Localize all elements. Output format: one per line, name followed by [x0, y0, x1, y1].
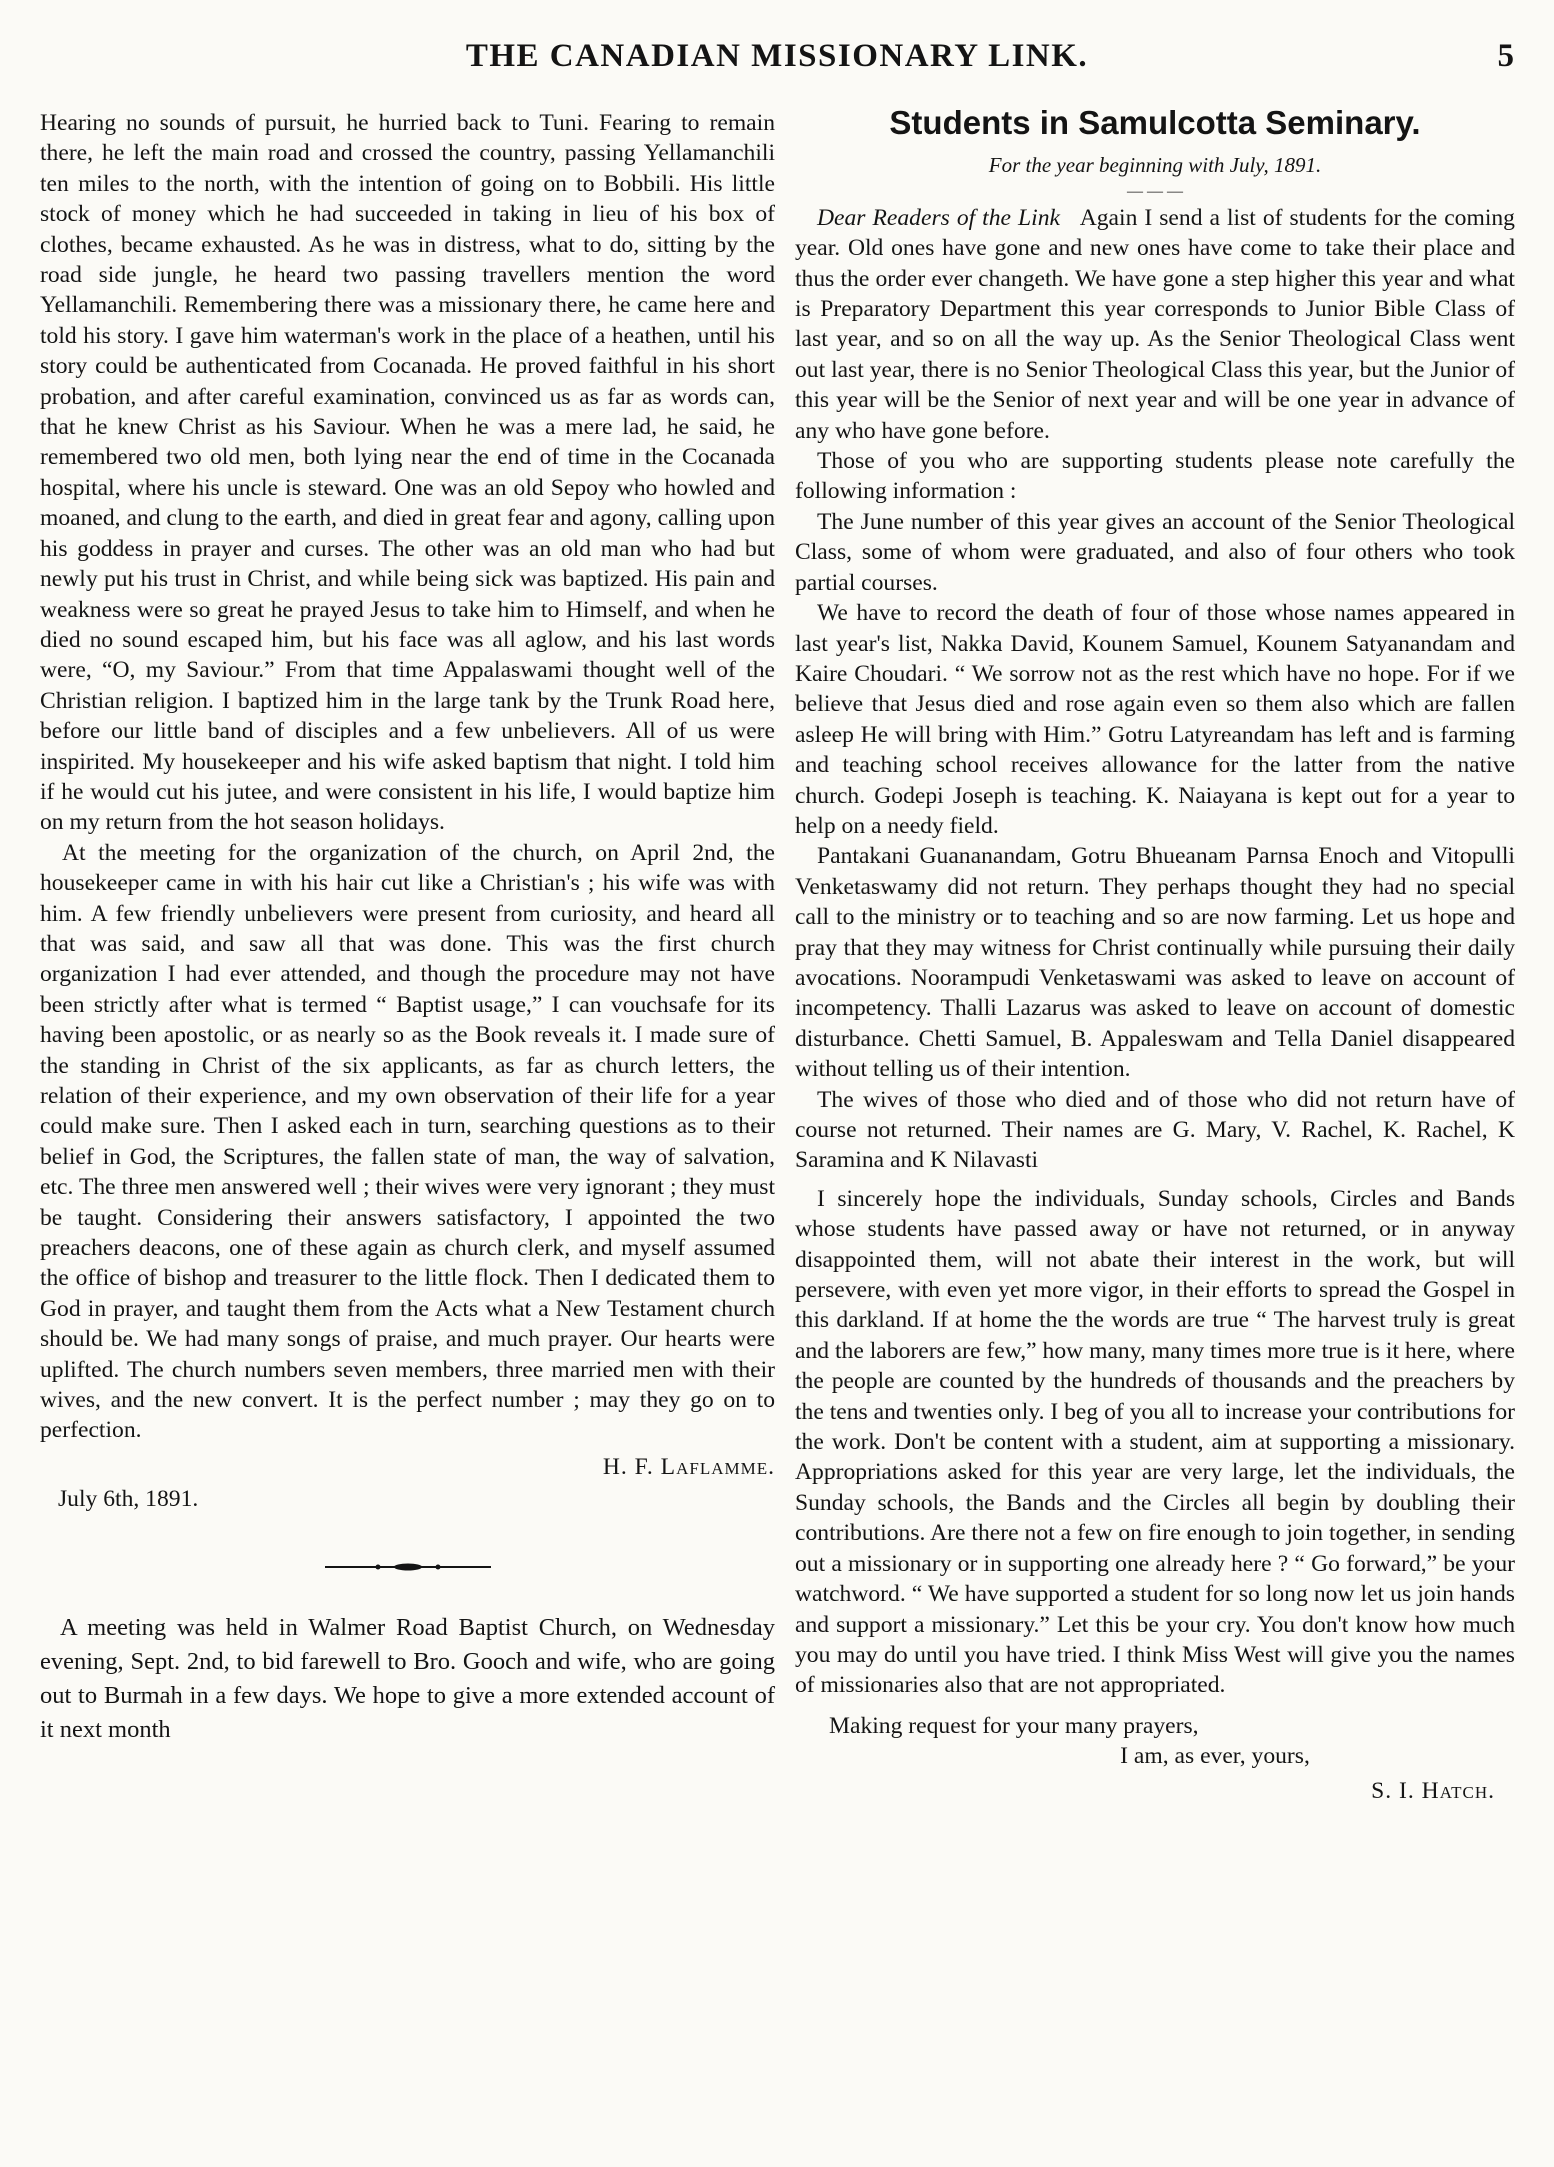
paragraph: At the meeting for the organization of the church, on April 2nd, the housekeeper came in with his hair cut like a Christian's ; his wife was with him. A few friendly unbelievers were present from curiosity, and heard all that was said, and saw all that was done. This was the first church organization I had ever attended, and though the procedure may not have been strictly after what is termed “ Baptist usage,” I can vouchsafe for its having been apostolic, or as nearly so as the Book reveals it. I made sure of the standing in Christ of the six applicants, as far as church letters, the relation of their experience, and my own observation of their life for a year could make sure. Then I asked each in turn, searching questions as to their belief in God, the Scriptures, the fallen state of man, the way of salvation, etc. The three men answered well ; their wives were very ignorant ; they must be taught. Considering their answers satisfactory, I appointed the two preachers deacons, one of these again as church clerk, and myself assumed the office of bishop and treasurer to the little flock. Then I dedicated them to God in prayer, and taught them from the Acts what a New Testament church should be. We had many songs of praise, and much prayer. Our hearts were uplifted. The church numbers seven members, three married men with their wives, and the new convert. It is the perfect number ; may they go on to perfection. [40, 839, 775, 1444]
paragraph: The wives of those who died and of those who did not return have of course not returned. Their names are G. Mary, V. Rachel, K. Rachel, K Saramina and K Nilavasti [795, 1086, 1515, 1174]
title-divider: — — — [1127, 182, 1183, 200]
right-column [795, 104, 1515, 1806]
left-column [40, 108, 775, 1747]
flourish-icon [323, 1561, 493, 1573]
paragraph: Again I send a list of students for the coming year. Old ones have gone and new ones have come to take their place and thus the order ever changeth. We have gone a step higher this year and what is Preparatory Department this year corresponds to Junior Bible Class of last year, and so on all the way up. As the Senior Theological Class went out last year, there is no Senior Theological Class this year, but the Junior of this year will be the Senior of next year and will be one year in advance of any who have gone before. [795, 204, 1515, 444]
letter-date: July 6th, 1891. [58, 1486, 199, 1513]
article-subtitle: For the year beginning with July, 1891. [988, 153, 1322, 178]
page-number: 5 [1497, 38, 1514, 74]
article-title: Students in Samulcotta Seminary. [889, 104, 1421, 141]
closing-line: Making request for your many prayers, [829, 1712, 1199, 1739]
page-header [40, 38, 1514, 88]
paragraph: I sincerely hope the individuals, Sunday schools, Circles and Bands whose students have passed away or have not returned, or in anyway disappointed them, will not abate their interest in the work, but will persevere, with even yet more vigor, in their efforts to spread the Gospel in this darkland. If at home the the words are true “ The harvest truly is great and the laborers are few,” how many, many times more true is it here, where the people are counted by the hundreds of thousands and the preachers by the tens and twenties only. I beg of you all to increase your contributions for the work. Don't be content with a student, aim at supporting a missionary. Appropriations asked for this year are very large, let the individuals, the Sunday schools, the Bands and the Circles all begin by doubling their contributions. Are there not a few on fire enough to join together, in sending out a missionary or in supporting one already here ? “ Go forward,” be your watchword. “ We have supported a student for so long now let us join hands and support a missionary.” Let this be your cry. You don't know how much you may do until you have tried. I think Miss West will give you the names of missionaries also that are not appropriated. [795, 1185, 1515, 1699]
salutation: Dear Readers of the Link [817, 204, 1060, 231]
signature: H. F. Laflamme. [602, 1453, 775, 1480]
paragraph: We have to record the death of four of those whose names appeared in last year's list, Nakka David, Kounem Samuel, Kounem Satyanandam and Kaire Choudari. “ We sorrow not as the rest which have no hope. For if we believe that Jesus died and rose again even so them also which are fallen asleep He will bring with Him.” Gotru Latyreandam has left and is farming and teaching school receives allowance for the latter from the native church. Godepi Joseph is teaching. K. Naiayana is kept out for a year to help on a needy field. [795, 600, 1515, 839]
paragraph: The June number of this year gives an account of the Senior Theological Class, some of whom were graduated, and also of four others who took partial courses. [795, 508, 1515, 596]
closing-line: I am, as ever, yours, [1120, 1743, 1310, 1770]
farewell-notice: A meeting was held in Walmer Road Baptist Church, on Wednesday evening, Sept. 2nd, to bid farewell to Bro. Gooch and wife, who are going out to Burmah in a few days. We hope to give a more extended account of it next month [40, 1614, 775, 1744]
paragraph: Hearing no sounds of pursuit, he hurried back to Tuni. Fearing to remain there, he left the main road and crossed the country, passing Yellamanchili ten miles to the north, with the intention of going on to Bobbili. His little stock of money which he had succeeded in taking in lieu of his box of clothes, became exhausted. As he was in distress, what to do, sitting by the road side jungle, he heard two passing travellers mention the word Yellamanchili. Remembering there was a missionary there, he came here and told his story. I gave him waterman's work in the place of a heathen, until his story could be authenticated from Cocanada. He proved faithful in his short probation, and after careful examination, convinced us as far as words can, that he knew Christ as his Saviour. When he was a mere lad, he said, he remembered two old men, both lying near the end of time in the Cocanada hospital, where his uncle is steward. One was an old Sepoy who howled and moaned, and clung to the earth, and died in great fear and agony, calling upon his goddess in prayer and curses. The other was an old man who had but newly put his trust in Christ, and while being sick was baptized. His pain and weakness were so great he prayed Jesus to take him to Himself, and when he died no sound escaped him, but his face was all aglow, and his last words were, “O, my Saviour.” From that time Appalaswami thought well of the Christian religion. I baptized him in the large tank by the Trunk Road here, before our little band of disciples and a few unbelievers. All of us were inspirited. My housekeeper and his wife asked baptism that night. I told him if he would cut his jutee, and were consistent in his life, I would baptize him on my return from the hot season holidays. [40, 110, 775, 836]
paragraph: Pantakani Guananandam, Gotru Bhueanam Parnsa Enoch and Vitopulli Venketaswamy did not return. They perhaps thought they had no special call to the ministry or to teaching and so are now farming. Let us hope and pray that they may witness for Christ continually while pursuing their daily avocations. Noorampudi Venketaswami was asked to leave on account of incompetency. Thalli Lazarus was asked to leave on account of domestic disturbance. Chetti Samuel, B. Appaleswam and Tella Daniel disappeared without telling us of their intention. [795, 843, 1515, 1083]
paragraph: Those of you who are supporting students please note carefully the following information : [795, 448, 1515, 505]
masthead: THE CANADIAN MISSIONARY LINK. [465, 38, 1089, 74]
signature: S. I. Hatch. [1371, 1777, 1495, 1804]
divider-ornament [40, 1551, 775, 1581]
first-paragraph [795, 203, 1515, 446]
